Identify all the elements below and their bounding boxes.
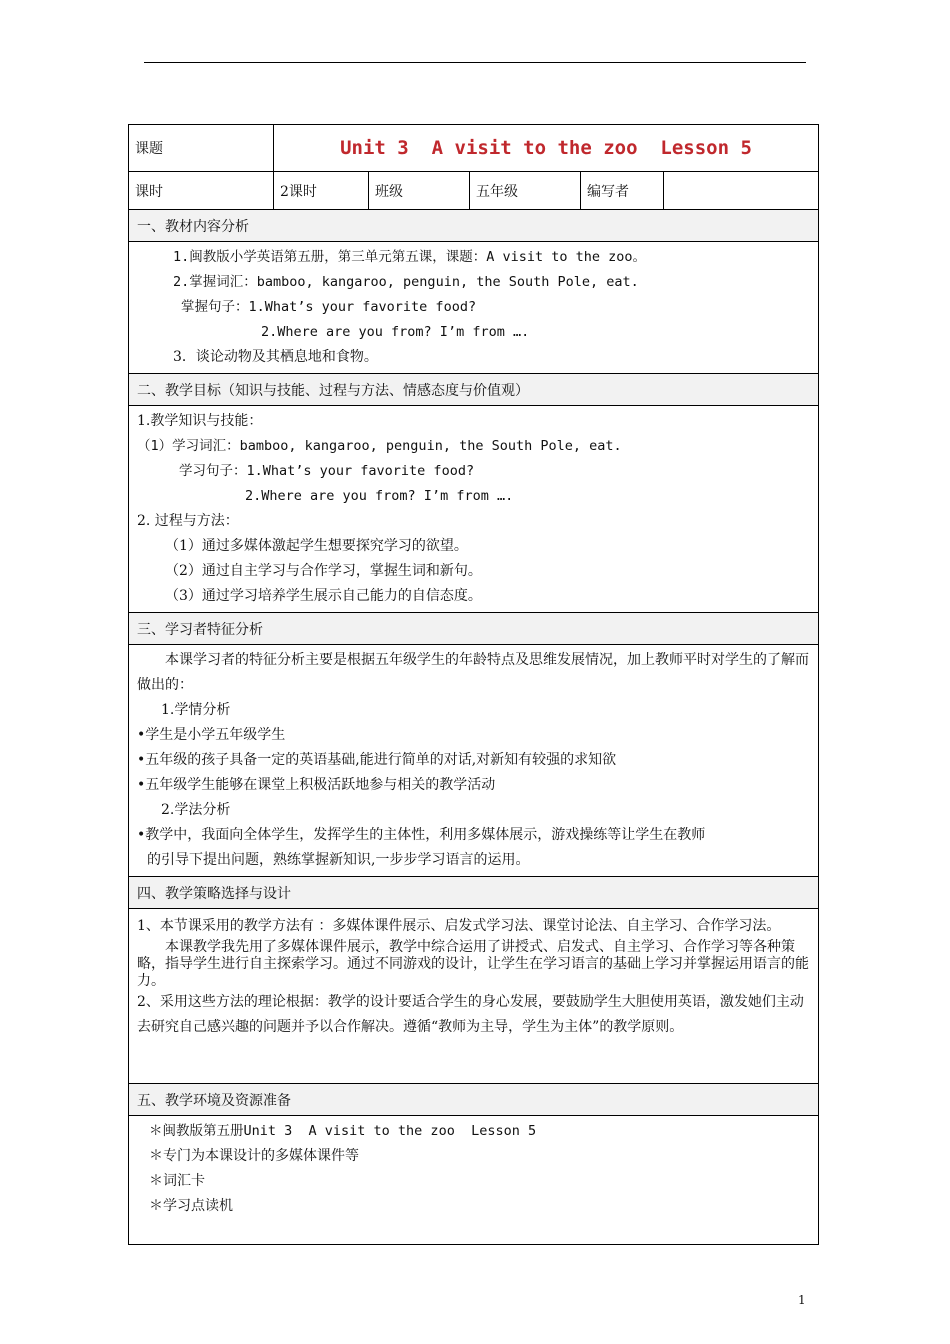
- text-line: 1.教学知识与技能：: [137, 413, 263, 429]
- section-heading-strategy: 四、教学策略选择与设计: [129, 877, 819, 909]
- text-paragraph: 1、本节课采用的教学方法有 ：多媒体课件展示、启发式学习法、课堂讨论法、自主学习、合作学习法。: [137, 918, 781, 934]
- text-line: 1.学情分析: [161, 702, 231, 718]
- text-line: 1.闽教版小学英语第五册，第三单元第五课，课题：A visit to the zoo。: [173, 249, 647, 265]
- list-item: ＊专门为本课设计的多媒体课件等: [149, 1148, 359, 1164]
- topic-label: 课题: [129, 125, 274, 172]
- list-item: ＊闽教版第五册Unit 3 A visit to the zoo Lesson 5: [149, 1123, 537, 1139]
- resources-body: [129, 1116, 819, 1245]
- hours-label: 课时: [129, 172, 274, 210]
- text-line: 3．谈论动物及其栖息地和食物。: [173, 349, 378, 365]
- list-item: ＊学习点读机: [149, 1198, 233, 1214]
- learner-analysis-body: [129, 645, 819, 877]
- text-line: 2.Where are you from? I’m from ….: [261, 324, 530, 340]
- text-line: 2.Where are you from? I’m from ….: [245, 488, 514, 504]
- bullet-item: •五年级学生能够在课堂上积极活跃地参与相关的教学活动: [137, 777, 496, 793]
- text-line: 2.掌握词汇：bamboo, kangaroo, penguin, the South Pole, eat.: [173, 274, 639, 290]
- section-heading-objectives: 二、教学目标（知识与技能、过程与方法、情感态度与价值观）: [129, 374, 819, 406]
- text-line: 2.学法分析: [161, 802, 231, 818]
- author-label: 编写者: [581, 172, 664, 210]
- text-paragraph: 2、采用这些方法的理论根据：教学的设计要适合学生的身心发展，要鼓励学生大胆使用英语，激发她们主动去研究自己感兴趣的问题并予以合作解决。遵循“教师为主导，学生为主体”的教学原则。: [137, 994, 804, 1035]
- meta-row: [129, 172, 819, 210]
- hours-value: 2课时: [274, 172, 369, 210]
- section-heading-resources: 五、教学环境及资源准备: [129, 1084, 819, 1116]
- lesson-plan-table: [128, 124, 819, 1245]
- text-line: （2）通过自主学习与合作学习，掌握生词和新句。: [165, 563, 482, 579]
- text-line: 2. 过程与方法：: [137, 513, 239, 529]
- bullet-item: •教学中，我面向全体学生，发挥学生的主体性，利用多媒体展示，游戏操练等让学生在教师: [137, 827, 706, 843]
- section-heading-content-analysis: 一、教材内容分析: [129, 210, 819, 242]
- topic-value: Unit 3 A visit to the zoo Lesson 5: [274, 125, 819, 172]
- text-line: （3）通过学习培养学生展示自己能力的自信态度。: [165, 588, 482, 604]
- topic-row: [129, 125, 819, 172]
- class-label: 班级: [369, 172, 470, 210]
- bullet-item: •五年级的孩子具备一定的英语基础,能进行简单的对话,对新知有较强的求知欲: [137, 752, 617, 768]
- section-heading-learner-analysis: 三、学习者特征分析: [129, 613, 819, 645]
- list-item: ＊词汇卡: [149, 1173, 205, 1189]
- class-value: 五年级: [470, 172, 581, 210]
- text-line: 掌握句子：1.What’s your favorite food?: [181, 299, 477, 315]
- text-line: 学习句子：1.What’s your favorite food?: [179, 463, 475, 479]
- text-paragraph: 本课教学我先用了多媒体课件展示，教学中综合运用了讲授式、启发式、自主学习、合作学习等各种策略，指导学生进行自主探索学习。通过不同游戏的设计，让学生在学习语言的基础上学习并掌握运用语言的能力。: [137, 939, 809, 989]
- page-number: 1: [798, 1293, 806, 1307]
- strategy-body: [129, 909, 819, 1084]
- text-paragraph: 本课学习者的特征分析主要是根据五年级学生的年龄特点及思维发展情况，加上教师平时对学生的了解而做出的：: [137, 652, 809, 693]
- author-value: [664, 172, 819, 210]
- text-line: （1）学习词汇：bamboo, kangaroo, penguin, the South Pole, eat.: [137, 438, 622, 454]
- bullet-item: •学生是小学五年级学生: [137, 727, 286, 743]
- bullet-continuation: 的引导下提出问题，熟练掌握新知识,一步步学习语言的运用。: [147, 852, 530, 868]
- objectives-body: [129, 406, 819, 613]
- header-rule: [144, 62, 806, 63]
- content-analysis-body: [129, 242, 819, 374]
- text-line: （1）通过多媒体激起学生想要探究学习的欲望。: [165, 538, 468, 554]
